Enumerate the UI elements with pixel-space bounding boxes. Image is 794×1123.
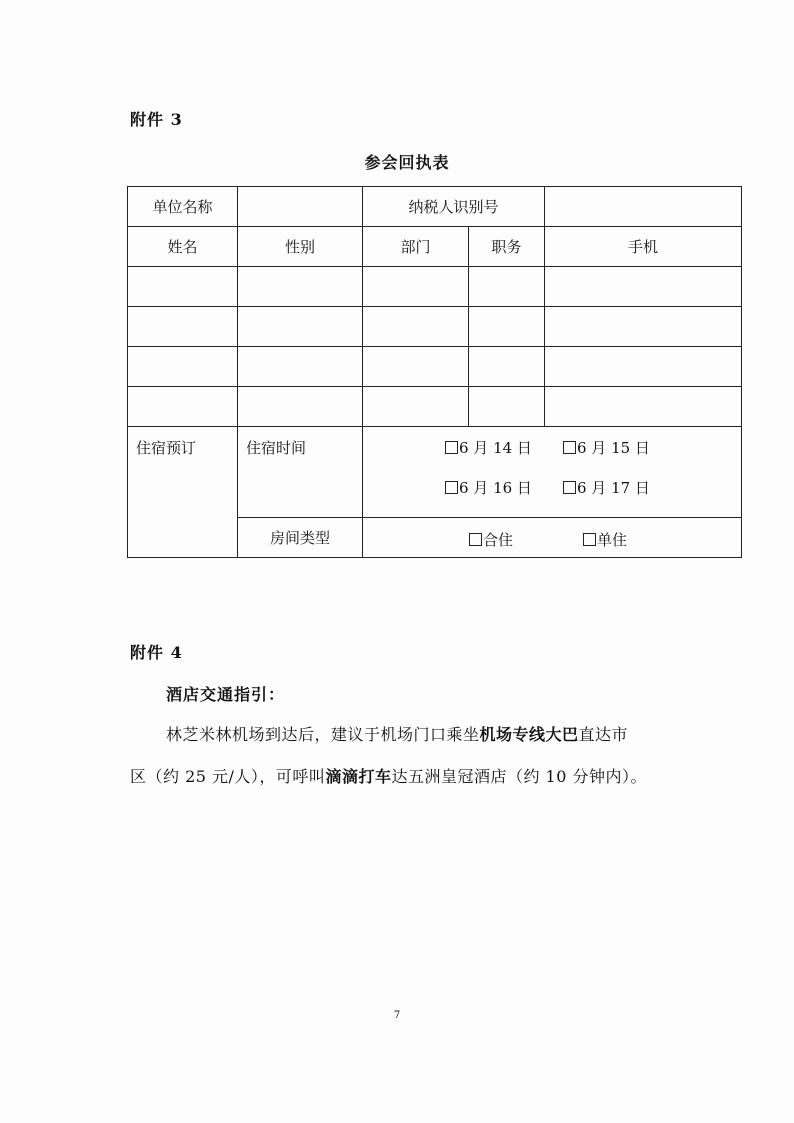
table-row [128, 267, 742, 307]
stay-time-row [128, 427, 742, 518]
stay-time-label: 住宿时间 [238, 427, 363, 518]
unit-name-field[interactable] [238, 187, 363, 227]
department-cell[interactable] [363, 387, 469, 427]
date-option-4[interactable]: 6 月 17 日 [563, 477, 650, 498]
attachment-3-label: 附件 3 [130, 110, 183, 129]
department-cell[interactable] [363, 267, 469, 307]
room-type-label: 房间类型 [238, 518, 363, 558]
header-gender: 性别 [238, 227, 363, 267]
name-cell[interactable] [128, 347, 238, 387]
position-cell[interactable] [469, 347, 545, 387]
department-cell[interactable] [363, 347, 469, 387]
didi-highlight: 滴滴打车 [325, 767, 392, 786]
checkbox-icon[interactable] [563, 481, 576, 494]
checkbox-icon[interactable] [563, 441, 576, 454]
name-cell[interactable] [128, 387, 238, 427]
name-cell[interactable] [128, 267, 238, 307]
checkbox-icon[interactable] [583, 533, 596, 546]
name-cell[interactable] [128, 307, 238, 347]
airport-bus-highlight: 机场专线大巴 [479, 725, 579, 744]
page-number: 7 [393, 1010, 401, 1021]
table-row [128, 387, 742, 427]
header-mobile: 手机 [545, 227, 742, 267]
unit-name-label: 单位名称 [128, 187, 238, 227]
header-name: 姓名 [128, 227, 238, 267]
room-option-shared[interactable]: 合住 [469, 529, 513, 550]
guide-paragraph-line-1: 林芝米林机场到达后，建议于机场门口乘坐机场专线大巴直达市 [166, 725, 629, 744]
table-row [128, 347, 742, 387]
lodging-label: 住宿预订 [128, 427, 238, 558]
guide-paragraph-line-2: 区（约 25 元/人），可呼叫滴滴打车达五洲皇冠酒店（约 10 分钟内）。 [130, 767, 647, 786]
room-option-single[interactable]: 单住 [583, 529, 627, 550]
header-position: 职务 [469, 227, 545, 267]
gender-cell[interactable] [238, 307, 363, 347]
position-cell[interactable] [469, 387, 545, 427]
date-option-2[interactable]: 6 月 15 日 [563, 437, 650, 458]
gender-cell[interactable] [238, 387, 363, 427]
tax-id-field[interactable] [545, 187, 742, 227]
gender-cell[interactable] [238, 347, 363, 387]
checkbox-icon[interactable] [469, 533, 482, 546]
position-cell[interactable] [469, 307, 545, 347]
mobile-cell[interactable] [545, 267, 742, 307]
stay-dates-cell [363, 427, 742, 518]
registration-table [127, 186, 742, 558]
date-option-1[interactable]: 6 月 14 日 [445, 437, 532, 458]
attachment-4-label: 附件 4 [130, 643, 183, 662]
form-title: 参会回执表 [364, 153, 450, 172]
checkbox-icon[interactable] [445, 441, 458, 454]
unit-row [128, 187, 742, 227]
mobile-cell[interactable] [545, 387, 742, 427]
room-options-cell [363, 518, 742, 558]
mobile-cell[interactable] [545, 307, 742, 347]
department-cell[interactable] [363, 307, 469, 347]
position-cell[interactable] [469, 267, 545, 307]
header-department: 部门 [363, 227, 469, 267]
header-row [128, 227, 742, 267]
hotel-guide-title: 酒店交通指引： [166, 685, 286, 704]
gender-cell[interactable] [238, 267, 363, 307]
date-option-3[interactable]: 6 月 16 日 [445, 477, 532, 498]
checkbox-icon[interactable] [445, 481, 458, 494]
mobile-cell[interactable] [545, 347, 742, 387]
tax-id-label: 纳税人识别号 [363, 187, 545, 227]
table-row [128, 307, 742, 347]
